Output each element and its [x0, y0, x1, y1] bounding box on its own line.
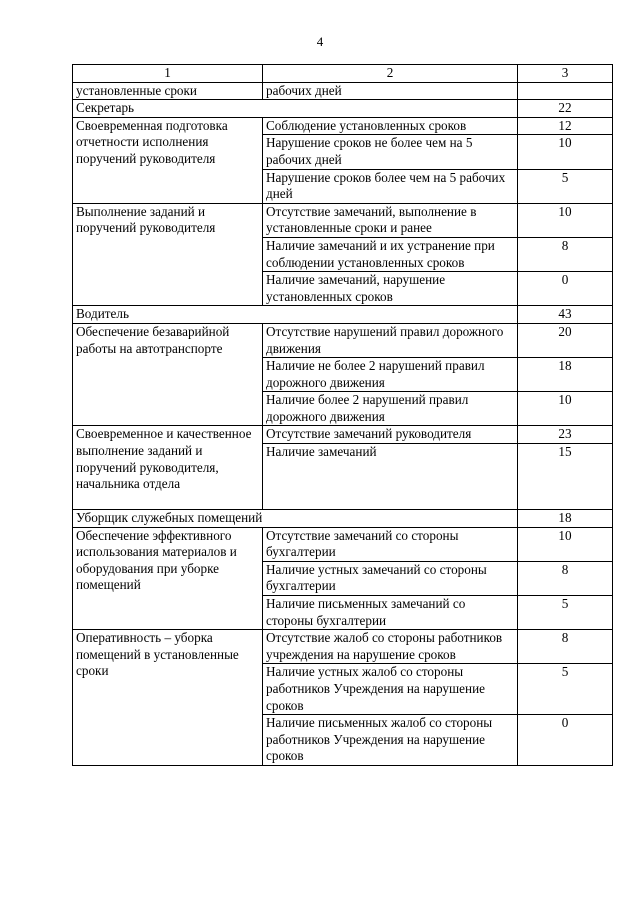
section-total: 22: [518, 100, 613, 118]
indicator-cell: Отсутствие нарушений правил дорожного движения: [263, 323, 518, 357]
indicator-cell: Наличие замечаний, нарушение установленных сроков: [263, 272, 518, 306]
table-row: [73, 630, 613, 664]
criteria-table: [72, 64, 613, 766]
score-cell: 0: [518, 272, 613, 306]
page-number: 4: [316, 34, 324, 49]
score-cell: 10: [518, 135, 613, 169]
criterion-cell: Оперативность – уборка помещений в установленные сроки: [73, 630, 263, 766]
criterion-cell: Своевременная подготовка отчетности исполнения поручений руководителя: [73, 117, 263, 203]
table-row: [73, 323, 613, 357]
score-cell: 20: [518, 323, 613, 357]
score-cell: 10: [518, 527, 613, 561]
indicator-cell: Наличие письменных жалоб со стороны работников Учреждения на нарушение сроков: [263, 715, 518, 766]
header-cell-3: 3: [518, 65, 613, 83]
section-label: Водитель: [73, 306, 518, 324]
table-header-row: [73, 65, 613, 83]
score-cell: 8: [518, 630, 613, 664]
section-label: Уборщик служебных помещений: [73, 510, 518, 528]
score-cell: 5: [518, 596, 613, 630]
indicator-cell: Отсутствие замечаний со стороны бухгалтерии: [263, 527, 518, 561]
score-cell: 23: [518, 426, 613, 444]
score-cell: 10: [518, 392, 613, 426]
indicator-cell: Наличие устных замечаний со стороны бухгалтерии: [263, 561, 518, 595]
indicator-cell: Нарушение сроков не более чем на 5 рабочих дней: [263, 135, 518, 169]
section-label: Секретарь: [73, 100, 518, 118]
score-cell: 18: [518, 358, 613, 392]
indicator-cell: Нарушение сроков более чем на 5 рабочих дней: [263, 169, 518, 203]
indicator-cell: Наличие письменных замечаний со стороны бухгалтерии: [263, 596, 518, 630]
score-cell: 15: [518, 444, 613, 510]
section-total: 18: [518, 510, 613, 528]
indicator-cell: Наличие более 2 нарушений правил дорожного движения: [263, 392, 518, 426]
criterion-cell: Обеспечение эффективного использования материалов и оборудования при уборке помещений: [73, 527, 263, 630]
score-cell: 8: [518, 237, 613, 271]
table-row: [73, 117, 613, 135]
score-cell: [518, 82, 613, 100]
table-row: [73, 82, 613, 100]
section-row-driver: [73, 306, 613, 324]
indicator-cell: Наличие замечаний: [263, 444, 518, 510]
criterion-cell: Своевременное и качественное выполнение заданий и поручений руководителя, начальника отдела: [73, 426, 263, 510]
header-cell-2: 2: [263, 65, 518, 83]
section-total: 43: [518, 306, 613, 324]
score-cell: 10: [518, 203, 613, 237]
score-cell: 0: [518, 715, 613, 766]
criterion-cell: Выполнение заданий и поручений руководителя: [73, 203, 263, 306]
indicator-cell: Отсутствие замечаний, выполнение в установленные сроки и ранее: [263, 203, 518, 237]
score-cell: 5: [518, 169, 613, 203]
section-row-secretary: [73, 100, 613, 118]
table-row: [73, 426, 613, 444]
indicator-cell: Отсутствие жалоб со стороны работников учреждения на нарушение сроков: [263, 630, 518, 664]
table-row: [73, 527, 613, 561]
indicator-cell: Наличие не более 2 нарушений правил дорожного движения: [263, 358, 518, 392]
table-row: [73, 203, 613, 237]
indicator-cell: Соблюдение установленных сроков: [263, 117, 518, 135]
criterion-cell: установленные сроки: [73, 82, 263, 100]
criterion-cell: Обеспечение безаварийной работы на автотранспорте: [73, 323, 263, 426]
indicator-cell: Наличие замечаний и их устранение при соблюдении установленных сроков: [263, 237, 518, 271]
indicator-cell: Наличие устных жалоб со стороны работников Учреждения на нарушение сроков: [263, 664, 518, 715]
section-row-cleaner: [73, 510, 613, 528]
score-cell: 8: [518, 561, 613, 595]
indicator-cell: Отсутствие замечаний руководителя: [263, 426, 518, 444]
header-cell-1: 1: [73, 65, 263, 83]
score-cell: 12: [518, 117, 613, 135]
score-cell: 5: [518, 664, 613, 715]
indicator-cell: рабочих дней: [263, 82, 518, 100]
